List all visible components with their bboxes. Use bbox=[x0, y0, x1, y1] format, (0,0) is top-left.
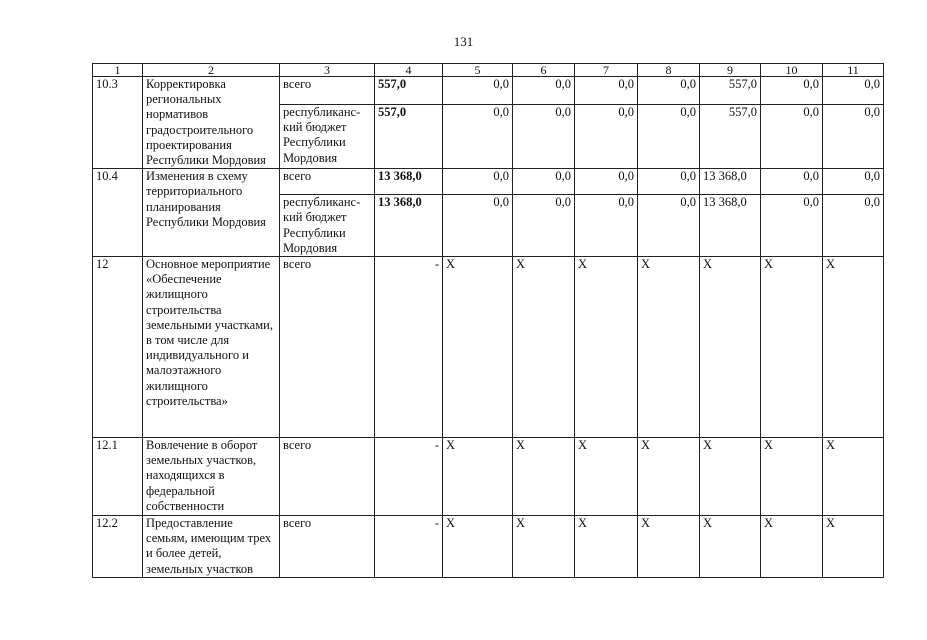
value-cell: Х bbox=[443, 516, 513, 578]
value-cell: Х bbox=[513, 257, 575, 438]
value-cell: 0,0 bbox=[513, 169, 575, 195]
funding-source: всего bbox=[280, 257, 375, 438]
value-cell: 0,0 bbox=[823, 105, 884, 169]
value-cell: 13 368,0 bbox=[375, 195, 443, 257]
value-cell: Х bbox=[575, 438, 638, 516]
table-row bbox=[93, 77, 884, 105]
value-cell: 0,0 bbox=[761, 105, 823, 169]
value-cell: Х bbox=[823, 516, 884, 578]
value-cell: Х bbox=[700, 516, 761, 578]
value-cell: Х bbox=[761, 516, 823, 578]
value-cell: Х bbox=[638, 516, 700, 578]
value-cell: 557,0 bbox=[375, 105, 443, 169]
row-code: 12.2 bbox=[93, 516, 143, 578]
row-code: 12 bbox=[93, 257, 143, 438]
header-cell: 6 bbox=[513, 64, 575, 77]
row-code: 10.4 bbox=[93, 169, 143, 257]
value-cell: 0,0 bbox=[638, 169, 700, 195]
value-cell: 0,0 bbox=[513, 77, 575, 105]
value-cell: Х bbox=[513, 438, 575, 516]
funding-source: республиканс-кий бюджет Республики Мордовия bbox=[280, 195, 375, 257]
value-cell: Х bbox=[700, 438, 761, 516]
row-name: Предоставление семьям, имеющим трех и более детей, земельных участков bbox=[143, 516, 280, 578]
header-cell: 5 bbox=[443, 64, 513, 77]
funding-source: всего bbox=[280, 169, 375, 195]
value-cell: 0,0 bbox=[638, 77, 700, 105]
row-name: Вовлечение в оборот земельных участков, находящихся в федеральной собственности bbox=[143, 438, 280, 516]
header-cell: 7 bbox=[575, 64, 638, 77]
value-cell: Х bbox=[575, 257, 638, 438]
value-cell: Х bbox=[443, 257, 513, 438]
value-cell: 557,0 bbox=[700, 77, 761, 105]
value-cell: 0,0 bbox=[638, 105, 700, 169]
value-cell: Х bbox=[700, 257, 761, 438]
header-cell: 2 bbox=[143, 64, 280, 77]
header-cell: 3 bbox=[280, 64, 375, 77]
program-table bbox=[92, 63, 884, 578]
funding-source: всего bbox=[280, 516, 375, 578]
value-cell: 13 368,0 bbox=[375, 169, 443, 195]
table-row bbox=[93, 516, 884, 578]
row-code: 10.3 bbox=[93, 77, 143, 169]
value-cell: - bbox=[375, 516, 443, 578]
page-number: 131 bbox=[453, 34, 474, 49]
value-cell: 0,0 bbox=[823, 169, 884, 195]
value-cell: 0,0 bbox=[575, 105, 638, 169]
value-cell: 0,0 bbox=[823, 77, 884, 105]
value-cell: Х bbox=[761, 257, 823, 438]
row-name: Основное мероприятие «Обеспечение жилищного строительства земельными участками, в том числе для индивидуального и малоэтажного жилищного строительства» bbox=[143, 257, 280, 438]
value-cell: Х bbox=[638, 257, 700, 438]
value-cell: 0,0 bbox=[575, 77, 638, 105]
row-code: 12.1 bbox=[93, 438, 143, 516]
header-cell: 9 bbox=[700, 64, 761, 77]
value-cell: Х bbox=[575, 516, 638, 578]
value-cell: 0,0 bbox=[443, 77, 513, 105]
table-row bbox=[93, 169, 884, 195]
value-cell: 0,0 bbox=[575, 195, 638, 257]
value-cell: - bbox=[375, 257, 443, 438]
value-cell: 13 368,0 bbox=[700, 195, 761, 257]
value-cell: Х bbox=[823, 438, 884, 516]
value-cell: Х bbox=[443, 438, 513, 516]
table-row bbox=[93, 438, 884, 516]
value-cell: 0,0 bbox=[761, 77, 823, 105]
value-cell: 13 368,0 bbox=[700, 169, 761, 195]
value-cell: 0,0 bbox=[638, 195, 700, 257]
header-cell: 4 bbox=[375, 64, 443, 77]
value-cell: 0,0 bbox=[443, 169, 513, 195]
header-cell: 11 bbox=[823, 64, 884, 77]
header-row bbox=[93, 64, 884, 77]
value-cell: 0,0 bbox=[761, 169, 823, 195]
value-cell: 557,0 bbox=[375, 77, 443, 105]
row-name: Изменения в схему территориального планирования Республики Мордовия bbox=[143, 169, 280, 257]
funding-source: всего bbox=[280, 438, 375, 516]
value-cell: - bbox=[375, 438, 443, 516]
value-cell: 0,0 bbox=[761, 195, 823, 257]
funding-source: республиканс-кий бюджет Республики Мордовия bbox=[280, 105, 375, 169]
funding-source: всего bbox=[280, 77, 375, 105]
value-cell: Х bbox=[761, 438, 823, 516]
header-cell: 1 bbox=[93, 64, 143, 77]
value-cell: 0,0 bbox=[443, 195, 513, 257]
table-row bbox=[93, 257, 884, 438]
value-cell: 0,0 bbox=[513, 195, 575, 257]
value-cell: 0,0 bbox=[443, 105, 513, 169]
header-cell: 8 bbox=[638, 64, 700, 77]
value-cell: 557,0 bbox=[700, 105, 761, 169]
value-cell: 0,0 bbox=[823, 195, 884, 257]
value-cell: 0,0 bbox=[575, 169, 638, 195]
value-cell: 0,0 bbox=[513, 105, 575, 169]
header-cell: 10 bbox=[761, 64, 823, 77]
value-cell: Х bbox=[513, 516, 575, 578]
value-cell: Х bbox=[823, 257, 884, 438]
value-cell: Х bbox=[638, 438, 700, 516]
row-name: Корректировка региональных нормативов градостроительного проектирования Республики Мордовия bbox=[143, 77, 280, 169]
